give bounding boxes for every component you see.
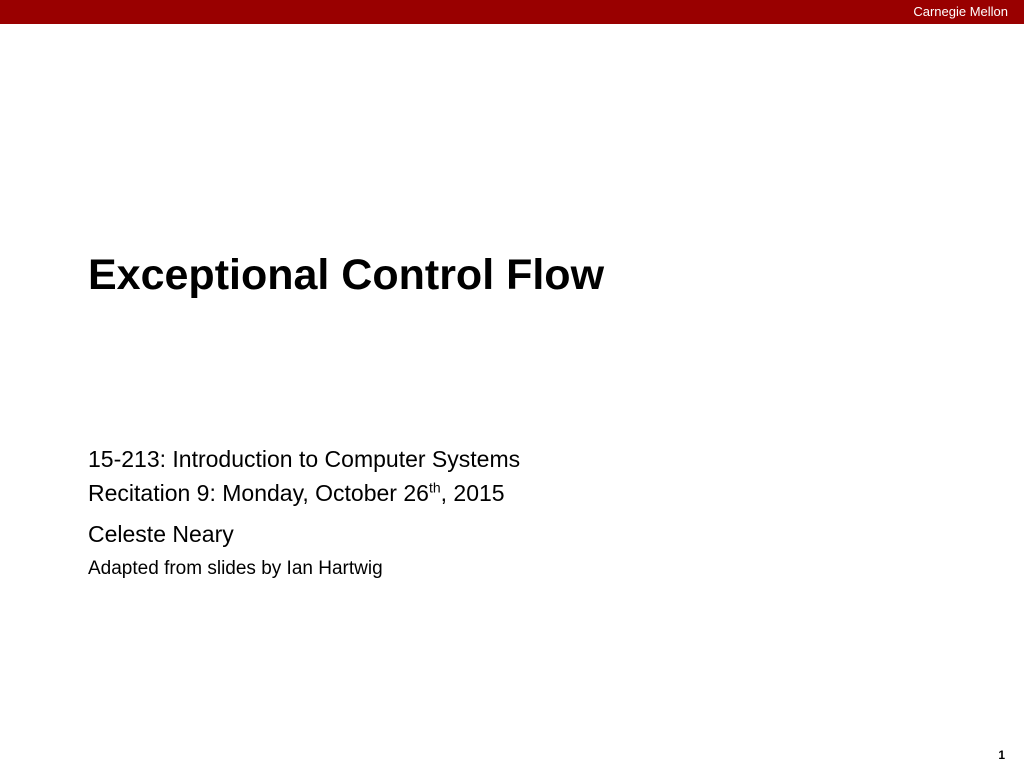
course-line: 15-213: Introduction to Computer Systems	[88, 446, 521, 472]
date-ordinal-suffix: th	[428, 479, 441, 496]
page-number: 1	[998, 748, 1005, 762]
credit-line: Adapted from slides by Ian Hartwig	[88, 558, 383, 579]
presenter-name: Celeste Neary	[88, 521, 234, 547]
recitation-line	[88, 476, 520, 510]
header-bar	[0, 0, 1024, 24]
recitation-date: Recitation 9: Monday, October 26	[88, 480, 429, 506]
subtitle-block	[88, 442, 520, 583]
slide-title: Exceptional Control Flow	[88, 251, 605, 299]
recitation-year: , 2015	[440, 480, 505, 506]
organization-label: Carnegie Mellon	[913, 4, 1008, 19]
